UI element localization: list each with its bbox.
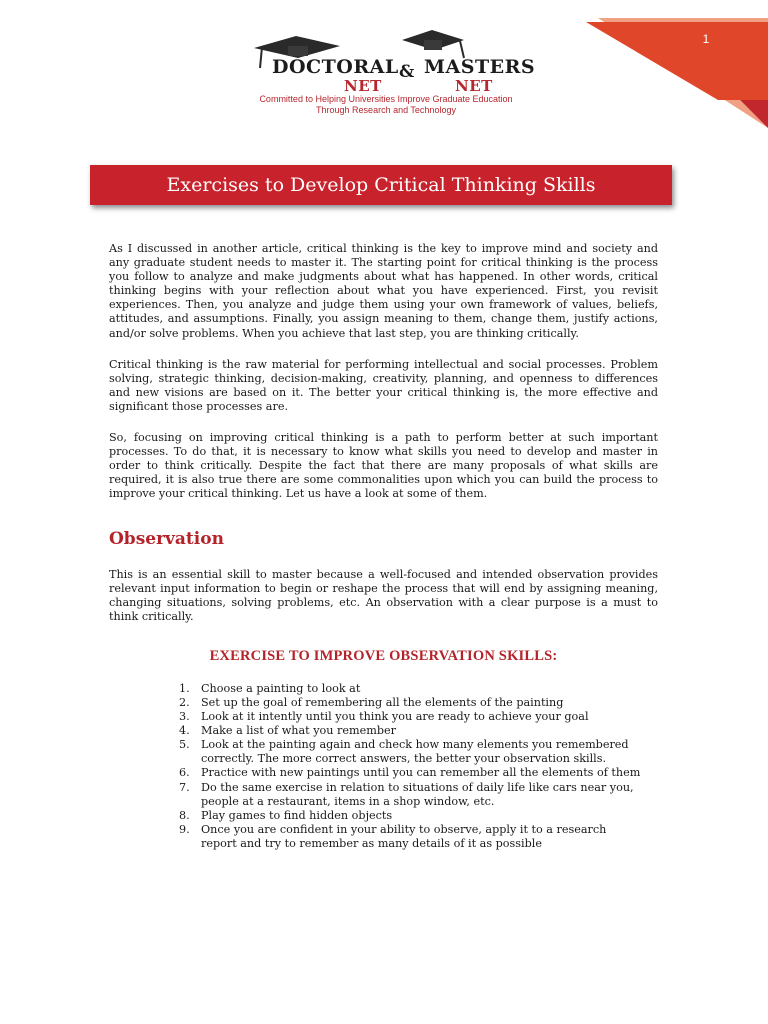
body-paragraph-2: Critical thinking is the raw material for performing intellectual and social processes. Problem solving, strategic thinking, decision-making, creativity, planning, and openness to differences and new visions are based on it. The better your critical thinking is, the more effective and significant those processes are. — [109, 357, 658, 413]
list-item-text: Look at the painting again and check how many elements you remembered correctly. The more correct answers, the better your observation skills. — [201, 738, 629, 766]
logo-ampersand: & — [399, 62, 415, 82]
doctoral-masters-logo — [252, 28, 536, 118]
list-item-text: Set up the goal of remembering all the elements of the painting — [201, 695, 564, 709]
list-item-text: Play games to find hidden objects — [201, 808, 393, 822]
observation-paragraph: This is an essential skill to master because a well-focused and intended observation provides relevant input information to begin or reshape the process that will end by assigning meaning, changing situations, solving problems, etc. An observation with a clear purpose is a must to think critically. — [109, 567, 658, 623]
list-item-text: Do the same exercise in relation to situations of daily life like cars near you, people at a restaurant, items in a shop window, etc. — [201, 780, 634, 808]
list-item-text: Once you are confident in your ability to observe, apply it to a research report and try to remember as many details of it as possible — [201, 822, 607, 850]
list-item — [109, 809, 658, 823]
list-item-text: Choose a painting to look at — [201, 681, 361, 695]
list-item — [109, 738, 658, 766]
list-item-text: Practice with new paintings until you can remember all the elements of them — [201, 766, 641, 780]
logo-masters-text: MASTERS — [424, 56, 536, 78]
page-number: 1 — [702, 32, 710, 46]
graduation-cap-icon — [402, 30, 464, 58]
list-item-number: 3. — [179, 710, 190, 724]
page-title: Exercises to Develop Critical Thinking Skills — [166, 174, 596, 196]
exercise-heading: EXERCISE TO IMPROVE OBSERVATION SKILLS: — [209, 647, 558, 664]
corner-decoration — [568, 0, 768, 130]
list-item — [109, 710, 658, 724]
list-item — [109, 696, 658, 710]
list-item-text: Make a list of what you remember — [201, 724, 396, 738]
logo-doctoral-text: DOCTORAL — [272, 56, 399, 78]
logo-tagline: Committed to Helping Universities Improve Graduate Education — [259, 94, 513, 104]
list-item — [109, 724, 658, 738]
list-item — [109, 766, 658, 780]
corner-main-shape — [586, 22, 768, 100]
body-paragraph-3: So, focusing on improving critical thinking is a path to perform better at such important processes. To do that, it is necessary to know what skills you need to develop and master in order to think critically. Despite the fact that there are many proposals of what skills are required, it is also true there are some commonalities upon which you can build the process to improve your critical thinking. Let us have a look at some of them. — [109, 431, 658, 501]
list-item-number: 4. — [179, 724, 190, 738]
list-item — [109, 823, 658, 851]
list-item-number: 7. — [179, 780, 190, 794]
list-item-number: 8. — [179, 808, 190, 822]
list-item-number: 9. — [179, 822, 190, 836]
logo-tagline-2: Through Research and Technology — [316, 105, 456, 115]
list-item-number: 5. — [179, 738, 190, 752]
list-item-number: 6. — [179, 766, 190, 780]
section-heading-observation: Observation — [109, 528, 224, 549]
list-item — [109, 781, 658, 809]
logo-net-left: NET — [344, 77, 382, 95]
title-banner — [90, 165, 672, 205]
list-item-text: Look at it intently until you think you are ready to achieve your goal — [201, 710, 589, 724]
article-body — [109, 242, 658, 851]
list-item-number: 2. — [179, 695, 190, 709]
list-item-number: 1. — [179, 681, 190, 695]
intro-paragraph: As I discussed in another article, critical thinking is the key to improve mind and society and any graduate student needs to master it. The starting point for critical thinking is the process you follow to analyze and make judgments about what has happened. In other words, critical thinking begins with your reflection about what you have experienced. First, you revisit experiences. Then, you analyze and judge them using your own framework of values, beliefs, attitudes, and assumptions. Finally, you assign meaning to them, change them, justify actions, and/or solve problems. When you achieve that last step, you are thinking critically. — [109, 242, 658, 340]
exercise-steps-list — [109, 682, 658, 851]
list-item — [109, 682, 658, 696]
logo-net-right: NET — [455, 77, 493, 95]
